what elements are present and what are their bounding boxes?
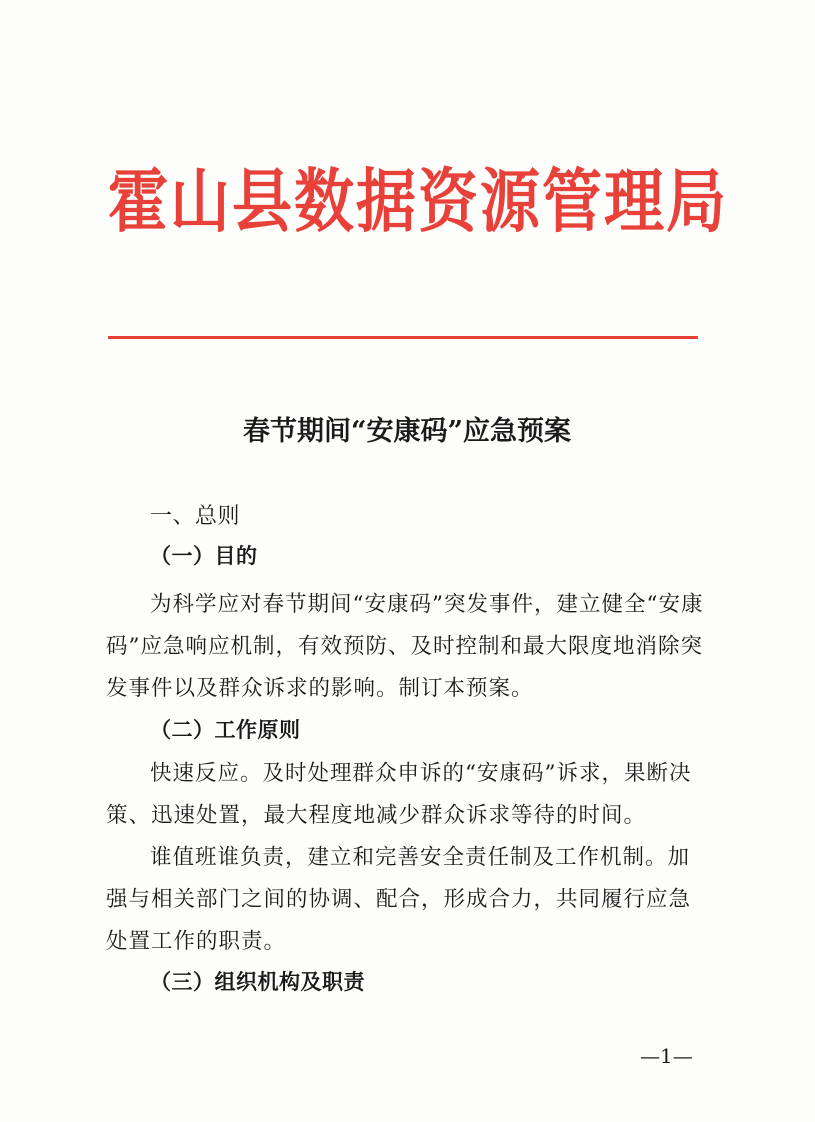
paragraph-line: 策、迅速处置，最大程度地减少群众诉求等待的时间。 bbox=[106, 803, 647, 828]
document-title: 春节期间“安康码”应急预案 bbox=[242, 416, 572, 447]
letterhead-red-rule bbox=[108, 336, 698, 339]
section-heading-general: 一、总则 bbox=[150, 504, 241, 529]
paragraph-line: 发事件以及群众诉求的影响。制订本预案。 bbox=[106, 676, 534, 701]
subsection-heading-principles: （二）工作原则 bbox=[150, 717, 301, 742]
paragraph-line: 为科学应对春节期间“安康码”突发事件，建立健全“安康 bbox=[150, 592, 704, 617]
paragraph-line: 码”应急响应机制，有效预防、及时控制和最大限度地消除突 bbox=[106, 634, 703, 659]
paragraph-line: 谁值班谁负责，建立和完善安全责任制及工作机制。加 bbox=[150, 845, 691, 870]
subsection-heading-organization: （三）组织机构及职责 bbox=[150, 969, 365, 994]
page-number: —1— bbox=[640, 1044, 693, 1068]
paragraph-line: 处置工作的职责。 bbox=[106, 929, 287, 954]
subsection-heading-purpose: （一）目的 bbox=[150, 543, 258, 568]
paragraph-line: 快速反应。及时处理群众申诉的“安康码”诉求，果断决 bbox=[150, 761, 692, 786]
letterhead-organization: 霍山县数据资源管理局 bbox=[108, 161, 728, 243]
paragraph-line: 强与相关部门之间的协调、配合，形成合力，共同履行应急 bbox=[106, 887, 692, 912]
